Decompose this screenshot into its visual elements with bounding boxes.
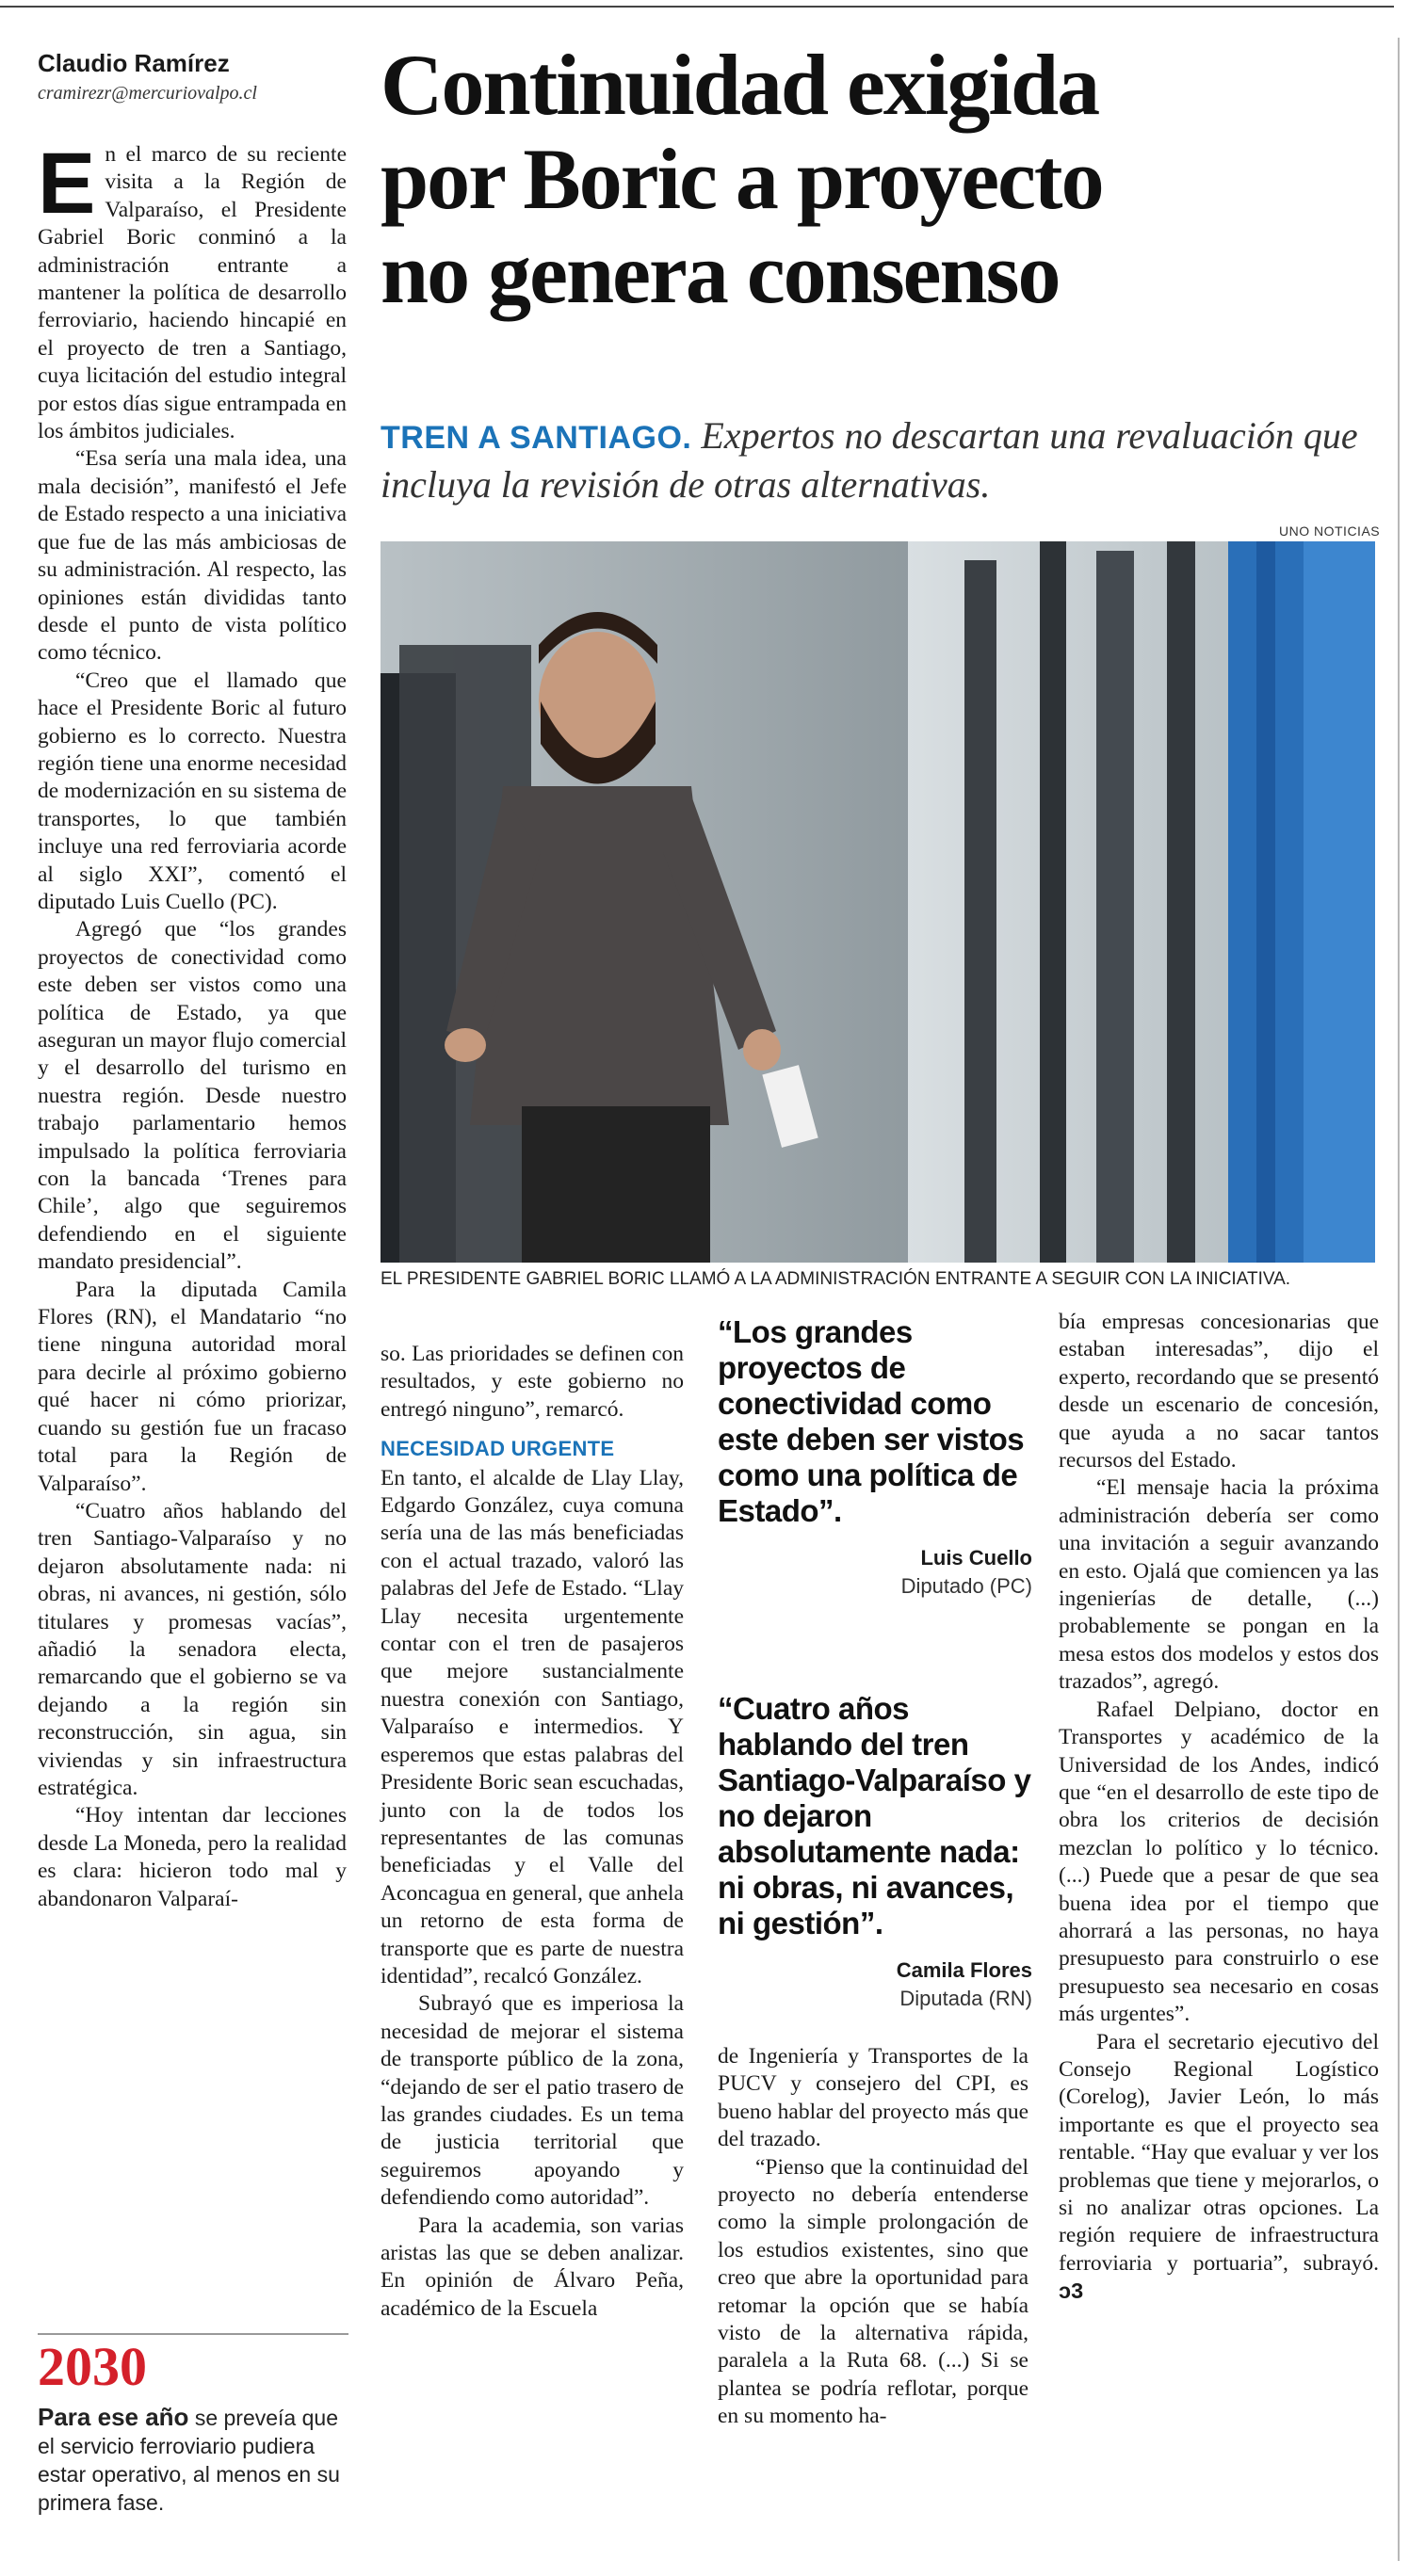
- paragraph-4: Agregó que “los grandes proyectos de conectividad como este deben ser vistos como una política de Estado, ya que aseguran un mayor flujo comercial y el desarrollo del turismo en nuestra región. Desde nuestro trabajo parlamentario hemos impulsado la política ferroviaria con la bancada ‘Trenes para Chile’, algo que seguiremos defendiendo en el siguiente mandato presidencial”.: [38, 917, 347, 1275]
- paragraph-12: de Ingeniería y Transportes de la PUCV y consejero del CPI, es bueno hablar del proyecto más que del trazado.: [718, 2044, 1028, 2152]
- paragraph-9: En tanto, el alcalde de Llay Llay, Edgardo González, cuya comuna sería una de las más beneficiadas con el actual trazado, valoró las palabras del Jefe de Estado. “Llay Llay necesita urgentemente contar con el tren de pasajeros que mejore sustancialmente nuestra conexión con Santiago, Valparaíso e intermedios. Y esperemos que estas palabras del Presidente Boric sean escuchadas, junto con la de todos los representantes de las comunas beneficiadas y el Valle del Aconcagua en general, que anhela un retorno de esta forma de transporte que es parte de nuestra identidad”, recalcó González.: [381, 1465, 684, 1988]
- article-column-2: [381, 1341, 684, 2323]
- drop-cap: E: [38, 136, 96, 232]
- pull-quote-text: “Los grandes proyectos de conectividad como este deben ser vistos como una política de Estado”.: [718, 1314, 1025, 1528]
- deck-text: Expertos no descartan una revaluación que incluya la revisión de otras alternativas.: [381, 414, 1358, 506]
- photo-caption: EL PRESIDENTE GABRIEL BORIC LLAMÓ A LA ADMINISTRACIÓN ENTRANTE A SEGUIR CON LA INICIATIVA.: [381, 1269, 1291, 1289]
- byline-name: Claudio Ramírez: [38, 49, 230, 77]
- headline-line-2: por Boric a proyecto: [381, 131, 1103, 227]
- top-rule: [0, 6, 1394, 8]
- paragraph-11: Para la academia, son varias aristas las que se deben analizar. En opinión de Álvaro Peña, académico de la Escuela: [381, 2213, 684, 2321]
- pull-quote-text: “Cuatro años hablando del tren Santiago-Valparaíso y no dejaron absolutamente nada: ni obras, ni avances, ni gestión”.: [718, 1691, 1031, 1940]
- paragraph-2: “Esa sería una mala idea, una mala decisión”, manifestó el Jefe de Estado respecto a una iniciativa que fue de las más ambiciosas de su administración. Al respecto, las opiniones están divididas tanto desde el punto de vista político como técnico.: [38, 446, 347, 666]
- pull-quote-2: [718, 1691, 1032, 2011]
- article-column-1: [38, 136, 347, 1913]
- headline-line-1: Continuidad exigida: [381, 37, 1099, 133]
- paragraph-17: Para el secretario ejecutivo del Consejo Regional Logístico (Corelog), Javier León, lo más importante es que el proyecto sea rentable. “Hay que evaluar y ver los problemas que tiene y mejorarlos, o si no analizar otras opciones. La región requiere de infraestructura ferroviaria y portuaria”, subrayó. ↄ3: [1059, 2029, 1379, 2304]
- adjacent-page-rule: [1398, 38, 1400, 2561]
- article-column-3: [718, 2043, 1028, 2431]
- fact-number: 2030: [38, 2336, 147, 2397]
- photo-illustration: [381, 541, 1375, 1263]
- paragraph-10: Subrayó que es imperiosa la necesidad de mejorar el sistema de transporte público de la zona, “dejando de ser el patio trasero de las grandes ciudades. Es un tema de justicia territorial que seguiremos apoyando y defendiendo como autoridad”.: [381, 1991, 684, 2211]
- subhead: NECESIDAD URGENTE: [381, 1437, 615, 1461]
- paragraph-16: Rafael Delpiano, doctor en Transportes y académico de la Universidad de los Andes, indicó que “en el desarrollo de este tipo de obra los criterios de decisión mezclan lo político y lo técnico. (...) Puede que a pesar de que sea buena idea por el tiempo que ahorrará a las personas, no haya presupuesto para construirlo o ese presupuesto sea necesario en cosas más urgentes”.: [1059, 1697, 1379, 2027]
- news-photo: [381, 541, 1375, 1263]
- photo-credit: UNO NOTICIAS: [1279, 523, 1381, 539]
- pull-quote-name: Luis Cuello: [920, 1546, 1032, 1570]
- headline: [381, 38, 1388, 320]
- deck-kicker: TREN A SANTIAGO.: [381, 420, 692, 456]
- byline-email: cramirezr@mercuriovalpo.cl: [38, 83, 257, 104]
- pull-quote-1: [718, 1314, 1032, 1599]
- paragraph-5: Para la diputada Camila Flores (RN), el Mandatario “no tiene ninguna autoridad moral para decirle al próximo gobierno qué hacer ni cómo priorizar, cuando su gestión fue un fracaso total para la Región de Valparaíso”.: [38, 1277, 347, 1496]
- pull-quote-role: Diputado (PC): [900, 1574, 1032, 1598]
- end-mark: ↄ3: [1059, 2278, 1084, 2304]
- paragraph-7: “Hoy intentan dar lecciones desde La Moneda, pero la realidad es clara: hicieron todo mal y abandonaron Valparaí-: [38, 1803, 347, 1911]
- pull-quote-name: Camila Flores: [896, 1958, 1032, 1982]
- fact-lead: Para ese año: [38, 2403, 189, 2431]
- fact-text: se preveía que el servicio ferroviario pudiera estar operativo, al menos en su primera fase.: [38, 2406, 340, 2515]
- deck: [381, 412, 1388, 508]
- paragraph-13: “Pienso que la continuidad del proyecto no debería entenderse como la simple prolongación de los estudios existentes, sino que creo que abre la oportunidad para retomar la opción que se había visto de la alternativa rápida, paralela a la Ruta 68. (...) Si se plantea se podría reflotar, porque en su momento ha-: [718, 2154, 1028, 2429]
- paragraph-14: bía empresas concesionarias que estaban interesadas”, dijo el experto, recordando que se presentó desde un escenario de concesión, que ayuda a no sacar tantos recursos del Estado.: [1059, 1310, 1379, 1473]
- pull-quote-role: Diputada (RN): [899, 1987, 1032, 2010]
- paragraph-6: “Cuatro años hablando del tren Santiago-Valparaíso y no dejaron absolutamente nada: ni obras, ni avances, ni gestión, sólo titulares y promesas vacías”, añadió la senadora electa, remarcando que el gobierno se va dejando a la región sin reconstrucción, sin agua, sin viviendas y sin infraestructura estratégica.: [38, 1498, 347, 1800]
- paragraph-15: “El mensaje hacia la próxima administración debería ser como una invitación a seguir avanzando en esto. Ojalá que comiencen ya las ingenierías de detalle, (...) probablemente se pongan en la mesa estos dos modelos y estos dos trazados”, agregó.: [1059, 1475, 1379, 1695]
- paragraph-3: “Creo que el llamado que hace el Presidente Boric al futuro gobierno es lo correcto. Nuestra región tiene una enorme necesidad de modernización en su sistema de transportes, lo que también incluye una red ferroviaria acorde al siglo XXI”, comentó el diputado Luis Cuello (PC).: [38, 668, 347, 914]
- article-column-4: [1059, 1309, 1379, 2307]
- paragraph-8: so. Las prioridades se definen con resultados, y este gobierno no entregó ninguno”, remarcó.: [381, 1342, 684, 1422]
- fact-box: [38, 2403, 348, 2517]
- headline-line-3: no genera consenso: [381, 225, 1060, 321]
- paragraph-1: En el marco de su reciente visita a la Región de Valparaíso, el Presidente Gabriel Boric conminó a la administración entrante a mantener la política de desarrollo ferroviario, haciendo hincapié en el proyecto de tren a Santiago, cuya licitación del estudio integral por estos días sigue entrampada en los ámbitos judiciales.: [38, 136, 347, 444]
